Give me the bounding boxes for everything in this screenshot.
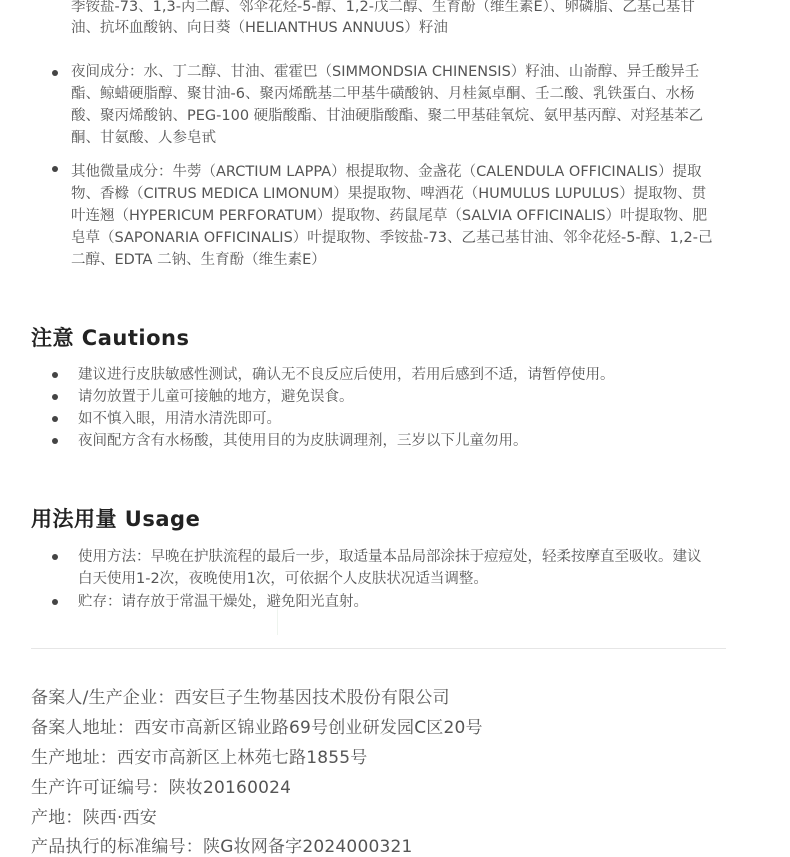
bullet-dot [52,372,58,378]
usage-storage: 贮存：请存放于常温干燥处，避免阳光直射。 [78,594,368,610]
other-ingredients-line-3: 叶连翘（HYPERICUM PERFORATUM）提取物、药鼠尾草（SALVIA OFFICINALIS）叶提取物、肥 [71,208,708,224]
night-ingredients-line-1: 夜间成分：水、丁二醇、甘油、霍霍巴（SIMMONDSIA CHINENSIS）籽油、山嵛醇、异壬酸异壬 [71,64,700,80]
bullet-dot [52,394,58,400]
other-ingredients-line-4: 皂草（SAPONARIA OFFICINALIS）叶提取物、季铵盐-73、乙基己基甘油、邻伞花烃-5-醇、1,2-己 [71,230,713,246]
caution-item: 请勿放置于儿童可接触的地方，避免误食。 [78,389,354,405]
bullet-dot [52,166,58,172]
caution-item: 如不慎入眼，用清水清洗即可。 [78,411,281,427]
production-license: 生产许可证编号：陕妆20160024 [31,778,292,798]
other-ingredients-line-2: 物、香橼（CITRUS MEDICA LIMONUM）果提取物、啤酒花（HUMULUS LUPULUS）提取物、贯 [71,186,707,202]
caution-item: 建议进行皮肤敏感性测试，确认无不良反应后使用，若用后感到不适，请暂停使用。 [78,367,615,383]
usage-method-line-2: 白天使用1-2次，夜晚使用1次，可依据个人皮肤状况适当调整。 [78,571,488,587]
cautions-heading: 注意 Cautions [31,326,190,350]
other-ingredients-line-1: 其他微量成分：牛蒡（ARCTIUM LAPPA）根提取物、金盏花（CALENDULA OFFICINALIS）提取 [71,164,702,180]
bullet-dot [52,438,58,444]
filer-address: 备案人地址：西安市高新区锦业路69号创业研发园C区20号 [31,718,483,738]
night-ingredients-line-2: 酯、鲸蜡硬脂醇、聚甘油-6、聚丙烯酰基二甲基牛磺酸钠、月桂氮卓酮、壬二酸、乳铁蛋白、水杨 [71,86,695,102]
filer-info: 备案人/生产企业：西安巨子生物基因技术股份有限公司 [31,688,450,708]
night-ingredients-line-3: 酸、聚丙烯酸钠、PEG-100 硬脂酸酯、甘油硬脂酸酯、聚二甲基硅氧烷、氨甲基丙醇、对羟基苯乙 [71,108,704,124]
usage-heading: 用法用量 Usage [31,507,201,531]
ingredients-top-line-1: 季铵盐-73、1,3-丙二醇、邻伞花烃-5-醇、1,2-戊二醇、生育酚（维生素E）、卵磷脂、乙基己基甘 [71,0,695,15]
bullet-dot [52,599,58,605]
section-divider [31,648,726,649]
ingredients-top-line-2: 油、抗坏血酸钠、向日葵（HELIANTHUS ANNUUS）籽油 [71,20,448,36]
bullet-dot [52,416,58,422]
bullet-dot [52,554,58,560]
other-ingredients-line-5: 二醇、EDTA 二钠、生育酚（维生素E） [71,252,326,268]
standard-number: 产品执行的标准编号：陕G妆网备字2024000321 [31,837,413,857]
origin: 产地：陕西·西安 [31,808,158,828]
caution-item: 夜间配方含有水杨酸，其使用目的为皮肤调理剂，三岁以下儿童勿用。 [78,433,528,449]
production-address: 生产地址：西安市高新区上林苑七路1855号 [31,748,368,768]
bullet-dot [52,70,58,76]
night-ingredients-line-4: 酮、甘氨酸、人参皂甙 [71,130,216,146]
usage-method-line-1: 使用方法：早晚在护肤流程的最后一步，取适量本品局部涂抹于痘痘处，轻柔按摩直至吸收。建议 [78,549,702,565]
